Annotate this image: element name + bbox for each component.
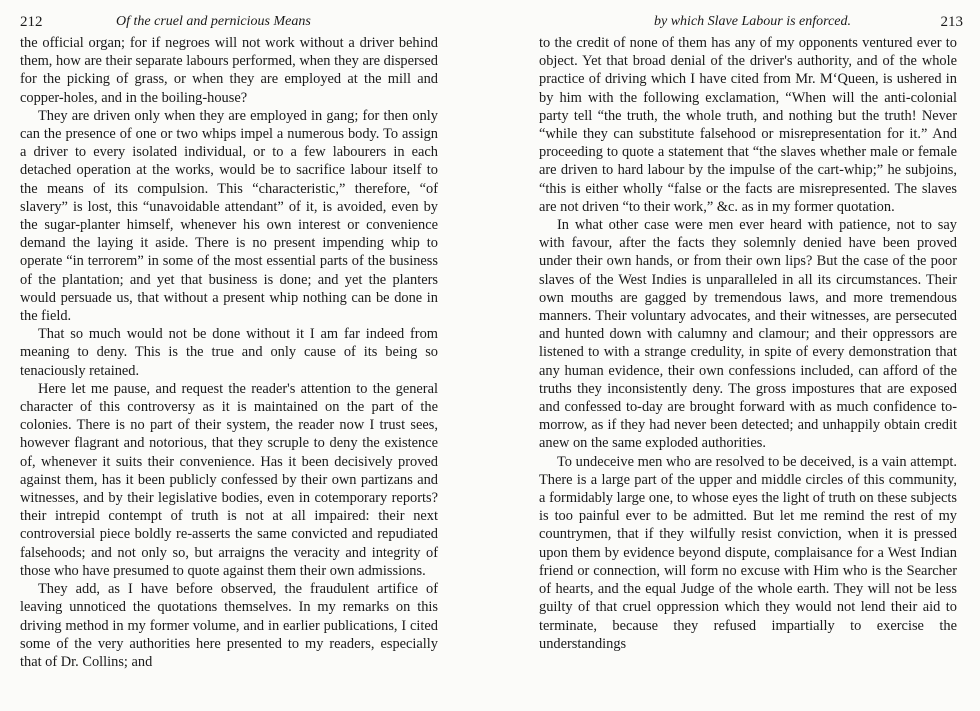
left-page — [20, 10, 438, 671]
right-paragraph: In what other case were men ever heard with patience, not to say with favour, after the facts they solemnly denied have been proved under their own hands, or from their own lips? But the case of the poor slaves of the West Indies is unparalleled in all its circumstances. Their own mouths are gagged by tremendous laws, and more tremendous manners. Their voluntary advocates, and their witnesses, are persecuted and hunted down with calumny and clamour; and their oppressors are listened to with a strange credulity, in spite of every demonstration that any human evidence, their own confessions included, can afford of the truths they inconsistently deny. The gross impostures that are exposed and confessed to-day are brought forward with as much confidence to-morrow, as if they had never been detected; and unhappily obtain credit anew on the same exploded authorities. — [539, 217, 957, 452]
left-paragraph: They add, as I have before observed, the fraudulent artifice of leaving unnoticed the quotations themselves. In my remarks on this driving method in my former volume, and in earlier publications, I cited some of the very authorities here presented to my readers, especially that of Dr. Collins; and — [20, 581, 438, 670]
right-body-text — [539, 34, 957, 653]
right-paragraph: to the credit of none of them has any of my opponents ventured ever to object. Yet that broad denial of the driver's authority, and of the whole practice of driving which I have cited from Mr. M‘Queen, is ushered in by him with the following exclamation, “When will the anti-colonial party tell “the truth, the whole truth, and nothing but the truth! Never “while they can substitute falsehood or misrepresentation for it.” And proceeding to quote a statement that “the slaves whether male or female are driven to hard labour by the impulse of the cart-whip;” he subjoins, “this is either wholly “false or the facts are misrepresented. The slaves are not driven “to their work,” &c. as in my former quotation. — [539, 35, 957, 215]
left-page-number: 212 — [20, 14, 43, 30]
left-paragraph: Here let me pause, and request the reader's attention to the general character of this controversy as it is maintained on the part of the colonies. There is no part of their system, the reader now I trust sees, however flagrant and notorious, that they scruple to deny the existence of, whenever it suits their convenience. Has it been decisively proved against them, has it been publicly confessed by their own partizans and witnesses, and by their legislative bodies, even in cotemporary reports? their intrepid contempt of truth is not at all impaired: their next controversial piece boldly re-asserts the same convicted and repudiated falsehoods; and not only so, but arraigns the veracity and integrity of those who have presumed to quote against them their own admissions. — [20, 380, 438, 579]
left-paragraph: That so much would not be done without it I am far indeed from meaning to deny. This is the true and only cause of its being so tenaciously retained. — [20, 326, 438, 379]
right-running-head — [539, 10, 963, 34]
right-paragraph: To undeceive men who are resolved to be deceived, is a vain attempt. There is a large part of the upper and middle circles of this community, a formidably large one, to whose eyes the light of truth on these subjects is too painful ever to be admitted. But let me remind the rest of my countrymen, that if they wilfully resist conviction, when it is pressed upon them by evidence beyond dispute, complaisance for a West Indian friend or connection, will form no excuse with Him who is the Searcher of hearts, and the equal Judge of the whole earth. They will not be less guilty of that cruel oppression which they would not lend their aid to terminate, because they refused impartially to exercise the understandings — [539, 453, 957, 652]
right-running-title: by which Slave Labour is enforced. — [654, 14, 852, 29]
right-page — [539, 10, 963, 653]
left-body-text — [20, 34, 438, 671]
left-paragraph: the official organ; for if negroes will not work without a driver behind them, how are their separate labours performed, when they are dispersed for the picking of grass, or when they are employed at the mill and copper-holes, and in the boiling-house? — [20, 35, 438, 106]
left-paragraph: They are driven only when they are employed in gang; for then only can the presence of one or two whips impel a numerous body. To assign a driver to every isolated individual, or to a few labourers in each detached operation at the works, would be to sacrifice labour itself to the means of its compulsion. This “characteristic,” therefore, “of slavery” is lost, this “unavoidable attendant” of it, is avoided, even by the sugar-planter himself, whenever his own interest or convenience demand the laying it aside. There is no present impending whip to operate “in terrorem” in some of the most essential parts of the business of the plantation; and yet that business is done; and yet the planters would persuade us, that without a present whip nothing can be done in the field. — [20, 107, 438, 325]
right-page-number: 213 — [940, 14, 963, 30]
left-running-title: Of the cruel and pernicious Means — [116, 14, 311, 29]
left-running-head — [20, 10, 438, 34]
